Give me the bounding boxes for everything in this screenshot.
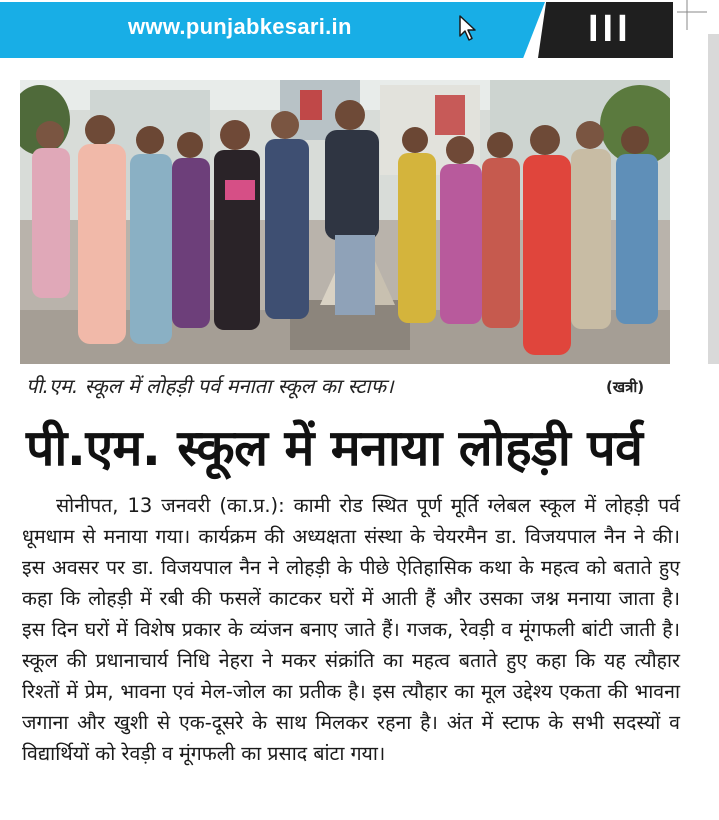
news-photo [20, 80, 670, 364]
article-headline: पी.एम. स्कूल में मनाया लोहड़ी पर्व [26, 419, 643, 477]
mouse-cursor-icon [458, 14, 478, 42]
crop-mark-icon [677, 0, 707, 30]
photo-credit: (खत्री) [606, 378, 645, 396]
page-edge-strip [708, 34, 719, 364]
site-url-link[interactable]: www.punjabkesari.in [128, 14, 352, 39]
section-bars-mark: III [588, 8, 632, 50]
group-photo-illustration [20, 80, 670, 364]
photo-caption: पी.एम. स्कूल में लोहड़ी पर्व मनाता स्कूल का स्टाफ। [26, 374, 394, 398]
article-body: सोनीपत, 13 जनवरी (का.प्र.): कामी रोड स्थित पूर्ण मूर्ति ग्लेबल स्कूल में लोहड़ी पर्व धूमधाम से मनाया गया। कार्यक्रम की अध्यक्षता संस्था के चेयरमैन डा. विजयपाल नैन ने की। इस अवसर पर डा. विजयपाल नैन ने लोहड़ी के पीछे ऐतिहासिक कथा के महत्व को बताते हुए कहा कि लोहड़ी में रबी की फसलें काटकर घरों में आती हैं और उसका जश्न मनाया जाता है। इस दिन घरों में विशेष प्रकार के व्यंजन बनाए जाते हैं। गजक, रेवड़ी व मूंगफली बांटी जाती है। स्कूल की प्रधानाचार्य निधि नेहरा ने मकर संक्रांति का महत्व बताते हुए कहा कि यह त्यौहार रिश्तों में प्रेम, भावना एवं मेल-जोल का प्रतीक है। इस त्यौहार का मूल उद्देश्य एकता की भावना जगाना और खुशी से एक-दूसरे के साथ मिलकर रहना है। अंत में स्टाफ के सभी सदस्यों व विद्यार्थियों को रेवड़ी व मूंगफली का प्रसाद बांटा गया। [22, 494, 680, 765]
site-header [0, 0, 719, 66]
